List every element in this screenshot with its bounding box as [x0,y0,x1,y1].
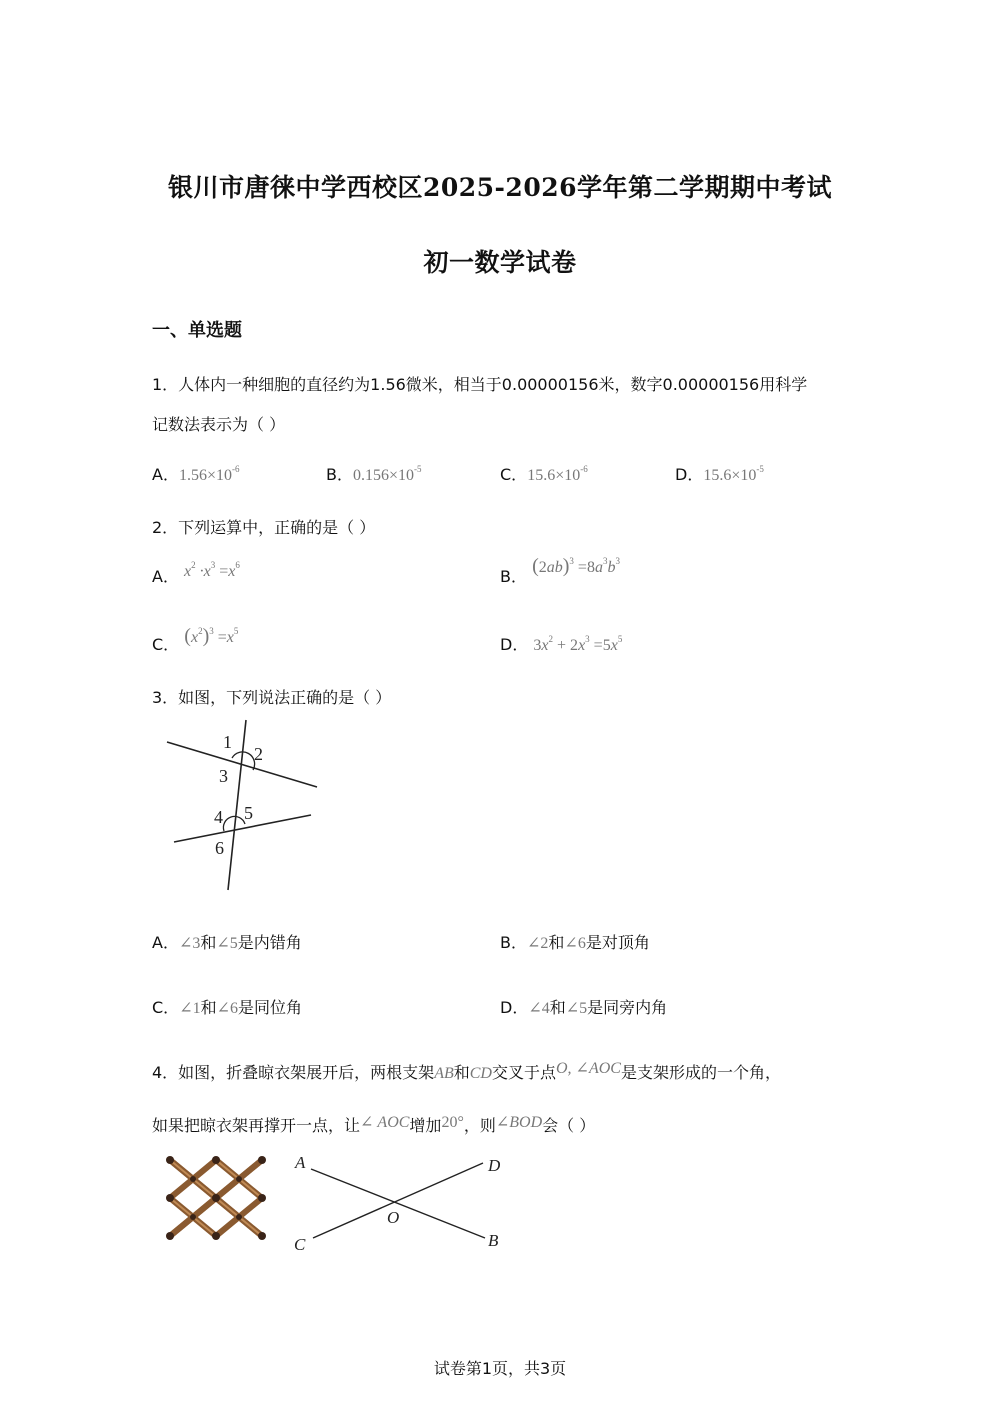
q3-figure-lines [160,715,330,895]
q2-option-d[interactable]: D． $3x^2 + 2x^3 =5x^5$ [500,634,623,654]
angle-label-3: 3 [219,766,228,786]
point-label-d: D [488,1156,501,1175]
angle-label-4: 4 [214,807,223,827]
q3-option-b[interactable]: B．∠2和∠6是对顶角 [500,933,650,952]
angle-label-2: 2 [254,744,263,764]
q1-option-b[interactable]: B．$0.156\times 10^{-5}$ [326,464,422,484]
exam-title: 银川市唐徕中学西校区2025-2026学年第二学期期中考试 [167,173,833,202]
section-heading-single-choice: 一、单选题 [152,320,242,341]
q4-stem-line1: 4．如图，折叠晾衣架展开后，两根支架AB和CD交叉于点O, ∠AOC是支架形成的一个角， [152,1060,781,1082]
q2-option-a[interactable]: A． $x^2 \cdot x^3 =x^6$ [152,560,240,586]
q1-stem-line2: 记数法表示为（ ） [152,415,286,434]
q2-formula-b: $(2ab)^3 =8a^3b^3$ [532,555,620,577]
angle-label-5: 5 [244,803,253,823]
q1-option-a[interactable]: A．$1.56\times 10^{-6}$ [152,464,240,484]
q2-formula-a: $x^2 \cdot x^3 =x^6$ [184,560,240,580]
q3-option-a[interactable]: A．∠3和∠5是内错角 [152,933,302,952]
q2-stem: 2．下列运算中，正确的是（ ） [152,518,376,537]
q4-stem-line2: 如果把晾衣架再撑开一点，让∠ AOC增加20°，则∠BOD会（ ） [152,1114,596,1135]
point-label-c: C [294,1235,306,1254]
q2-option-b[interactable]: B． $(2ab)^3 =8a^3b^3$ [500,555,620,586]
q2-option-c[interactable]: C． $(x^2)^3 =x^5$ [152,625,239,654]
angle-label-6: 6 [215,838,224,858]
page-footer: 试卷第1页，共3页 [433,1359,567,1378]
q4-figure-crossing-lines [285,1148,515,1258]
q3-option-c[interactable]: C．∠1和∠6是同位角 [152,998,303,1017]
point-label-a: A [295,1153,306,1172]
angle-label-1: 1 [223,732,232,752]
q3-option-d[interactable]: D．∠4和∠5是同旁内角 [500,998,668,1017]
q2-formula-d: $3x^2 + 2x^3 =5x^5$ [533,634,623,654]
point-label-o: O [387,1208,400,1227]
q1-option-c[interactable]: C．$15.6\times 10^{-6}$ [500,464,588,484]
q2-formula-c: $(x^2)^3 =x^5$ [184,625,239,647]
point-label-b: B [488,1231,499,1250]
q3-stem: 3．如图，下列说法正确的是（ ） [152,688,392,707]
exam-subtitle: 初一数学试卷 [423,248,577,277]
q1-option-d[interactable]: D．$15.6\times 10^{-5}$ [675,464,764,484]
drying-rack-image [162,1148,274,1242]
q1-stem-line1: 1．人体内一种细胞的直径约为1.56微米，相当于0.00000156米，数字0.00000156用科学 [152,375,808,394]
